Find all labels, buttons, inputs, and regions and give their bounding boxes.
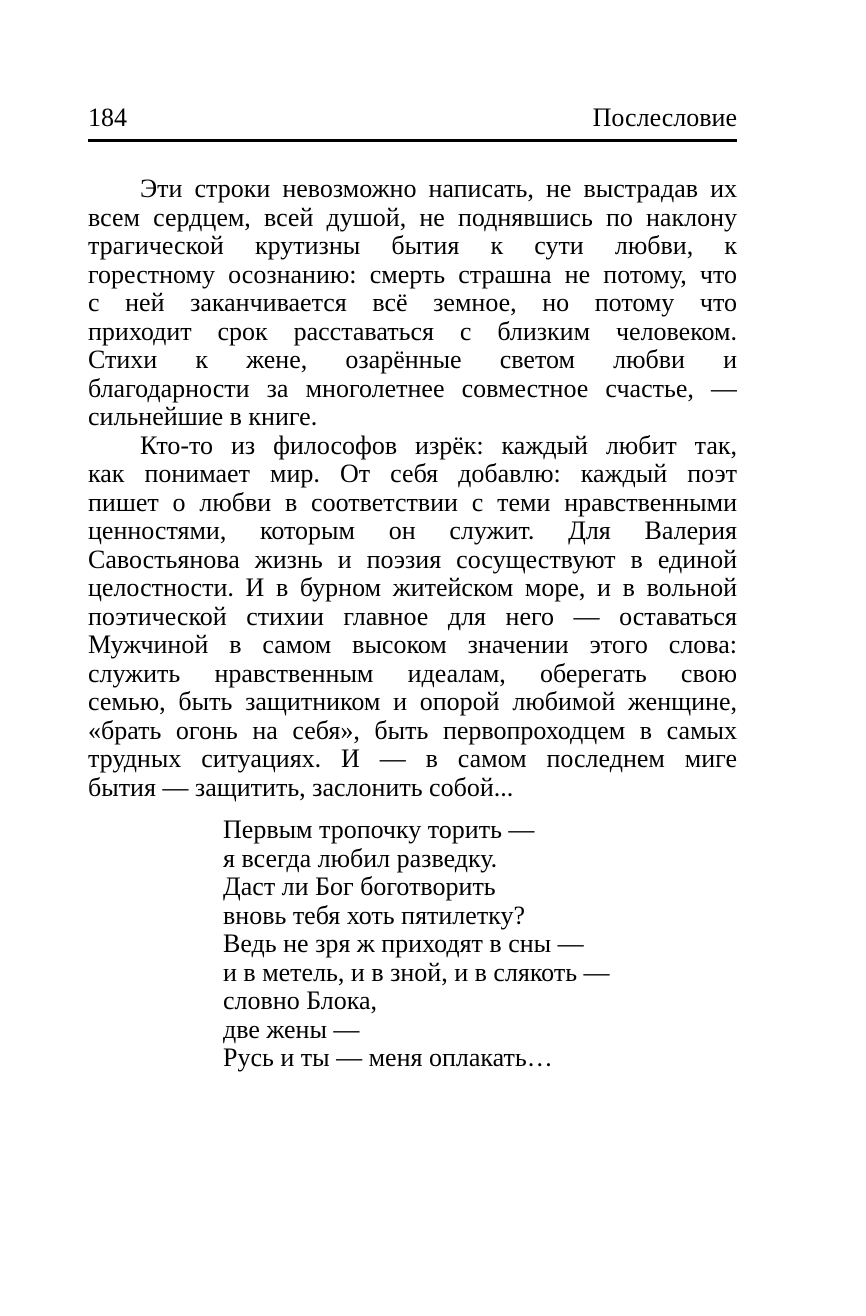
text-line: с ней заканчивается всё земное, но потому что [88, 289, 737, 317]
text-line: служить нравственным идеалам, оберегать свою [88, 659, 737, 688]
poem-line: вновь тебя хоть пятилетку? [223, 901, 525, 930]
poem-line: Даст ли Бог боготворить [223, 873, 496, 901]
text-line: как понимает мир. От себя добавлю: каждый поэт [88, 460, 737, 488]
paragraph [88, 175, 737, 432]
text-line: благодарности за многолетнее совместное счастье, — [88, 374, 737, 403]
text-line: трудных ситуациях. И — в самом последнем миге [88, 745, 737, 773]
text-line: Кто-то из философов изрёк: каждый любит так, [140, 431, 737, 460]
text-line: сильнейшие в книге. [88, 403, 318, 431]
paragraph [88, 432, 737, 803]
text-line: пишет о любви в соответствии с теми нравственными [88, 488, 737, 517]
text-line: семью, быть защитником и опорой любимой женщине, [88, 688, 737, 716]
text-line: поэтической стихии главное для него — оставаться [88, 602, 737, 631]
text-line: Савостьянова жизнь и поэзия сосуществуют в единой [88, 545, 737, 574]
text-line: «брать огонь на себя», быть первопроходцем в самых [88, 716, 737, 745]
text-line: горестному осознанию: смерть страшна не потому, что [88, 260, 737, 289]
poem-line: Первым тропочку торить — [223, 816, 535, 844]
page-body [88, 175, 737, 1073]
poem-line: словно Блока, [223, 987, 378, 1015]
text-line: Стихи к жене, озарённые светом любви и [88, 346, 737, 374]
text-line: Эти строки невозможно написать, не выстрадав их [140, 175, 737, 203]
text-line: целостности. И в бурном житейском море, и в вольной [88, 574, 737, 602]
text-line: трагической крутизны бытия к сути любви, к [88, 232, 737, 260]
text-line: приходит срок расставаться с близким человеком. [88, 317, 737, 346]
book-page [0, 103, 866, 1316]
poem-line: и в метель, и в зной, и в слякоть — [223, 958, 610, 987]
running-title: Послесловие [592, 103, 737, 132]
text-line: бытия — защитить, заслонить собой... [88, 773, 514, 802]
text-line: всем сердцем, всей душой, не поднявшись по наклону [88, 203, 737, 232]
text-line: ценностями, которым он служит. Для Валерия [88, 517, 737, 545]
page-header [88, 103, 737, 133]
text-line: Мужчиной в самом высоком значении этого слова: [88, 631, 737, 659]
poem-line: Ведь не зря ж приходят в сны — [223, 930, 584, 958]
poem-line: я всегда любил разведку. [223, 844, 498, 873]
poem-line: две жены — [223, 1015, 360, 1044]
poem-line: Русь и ты — меня оплакать… [223, 1044, 553, 1072]
afterword-paragraphs [88, 175, 737, 802]
poem-block [223, 816, 737, 1073]
header-rule [88, 139, 737, 142]
page-number: 184 [88, 103, 127, 132]
